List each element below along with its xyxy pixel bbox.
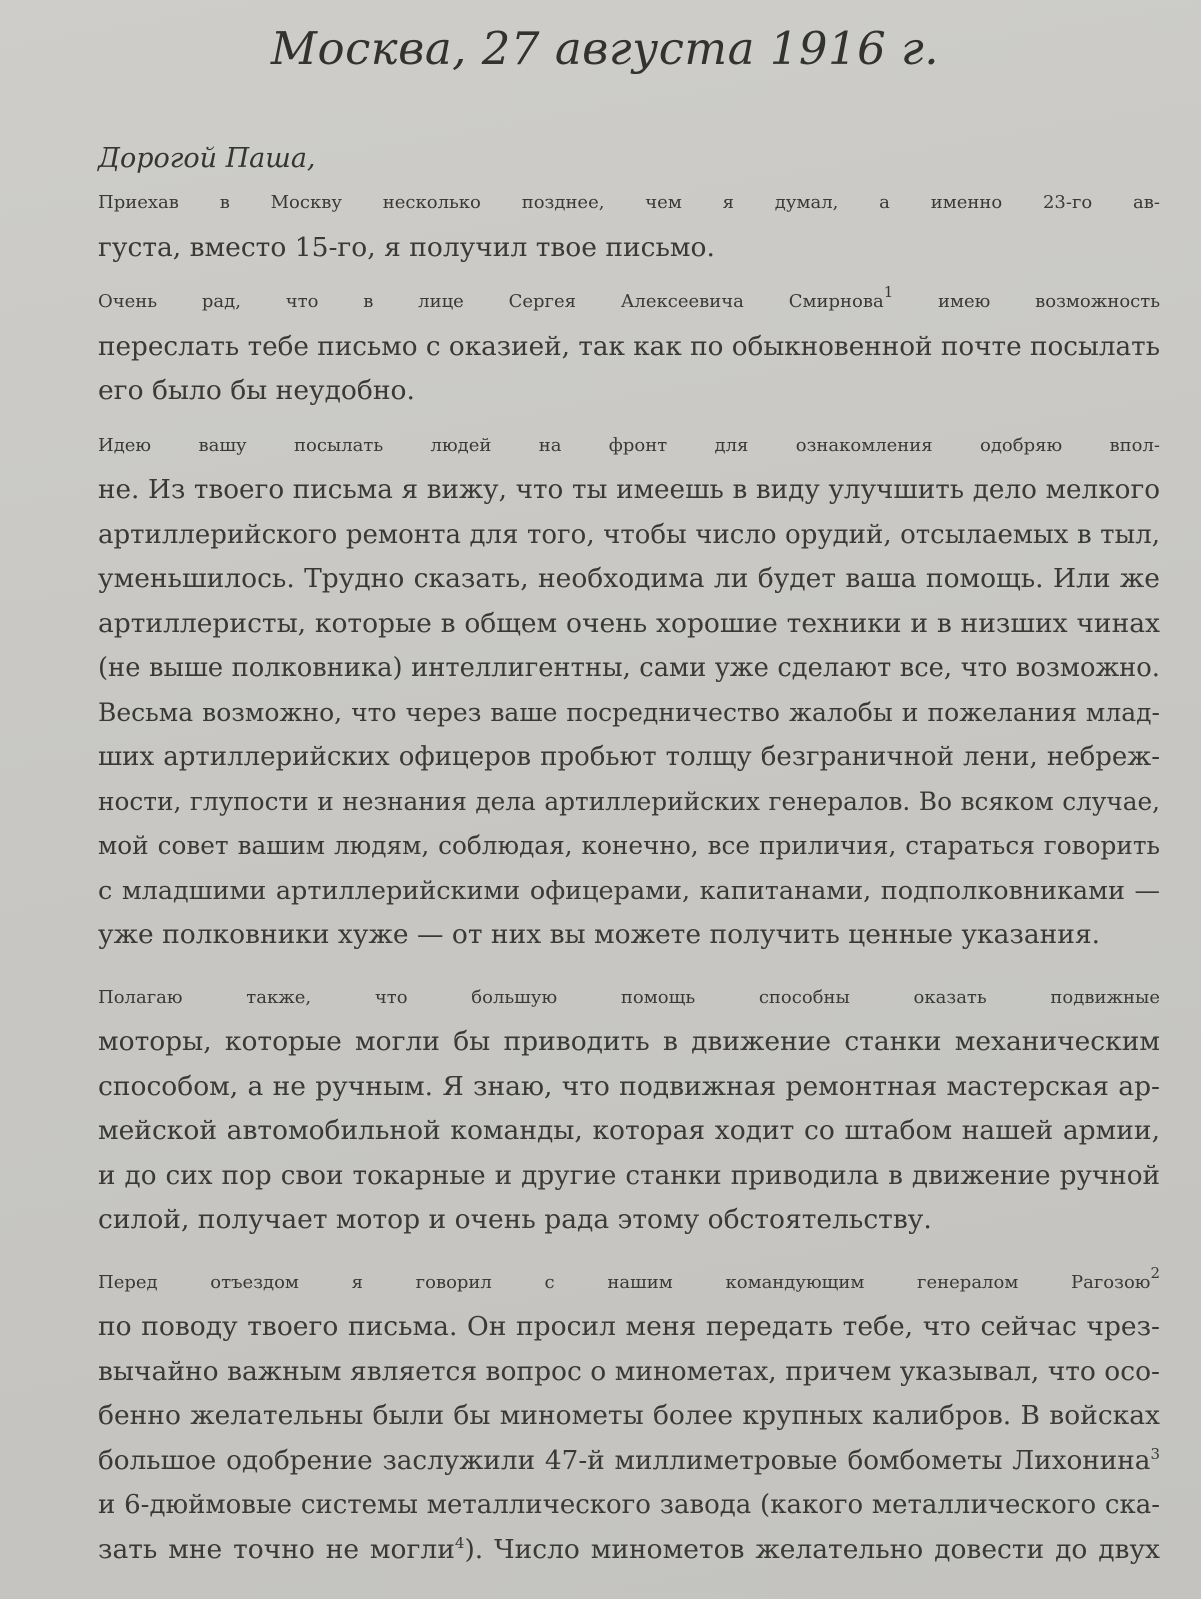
paragraph-line: Полагаю также, что большую помощь способны оказать подвижные bbox=[98, 986, 1160, 1008]
paragraph-line: Перед отъездом я говорил с нашим командующим генералом Рагозою$^2$ bbox=[98, 1263, 1160, 1293]
letter-heading: Москва, 27 августа 1916 г. bbox=[270, 22, 940, 75]
footnote-marker: 3 bbox=[1150, 1444, 1160, 1463]
paragraph-1 bbox=[60, 181, 1160, 270]
paragraph-line: (не выше полковника) интеллигентны, сами уже сделают все, что возможно. bbox=[98, 653, 1160, 683]
paragraph-line: зать мне точно не могли$^4$). Число минометов желательно довести до двух bbox=[98, 1533, 1160, 1565]
paragraph-line: густа, вместо 15-го, я получил твое письмо. bbox=[98, 231, 715, 263]
paragraph-line: и 6-дюймовые системы металлического завода (какого металлического ска- bbox=[98, 1490, 1160, 1520]
paragraph-line: мейской автомобильной команды, которая ходит со штабом нашей армии, bbox=[98, 1115, 1160, 1146]
paragraph-line: переслать тебе письмо с оказией, так как по обыкновенной почте посылать bbox=[98, 331, 1160, 362]
paragraph-line: моторы, которые могли бы приводить в движение станки механическим bbox=[98, 1026, 1160, 1057]
paragraph-line: не. Из твоего письма я вижу, что ты имеешь в виду улучшить дело мелкого bbox=[98, 475, 1160, 505]
paragraph-line: артиллерийского ремонта для того, чтобы число орудий, отсылаемых в тыл, bbox=[98, 519, 1160, 550]
paragraph-2 bbox=[60, 280, 1160, 414]
paragraph-3 bbox=[60, 424, 1160, 958]
paragraph-5 bbox=[60, 1261, 1160, 1573]
paragraph-line: большое одобрение заслужили 47-й миллиметровые бомбометы Лихонина$^3$ bbox=[98, 1444, 1160, 1476]
paragraph-line: уже полковники хуже — от них вы можете получить ценные указания. bbox=[98, 919, 1101, 950]
paragraph-line: уменьшилось. Трудно сказать, необходима ли будет ваша помощь. Или же bbox=[98, 563, 1160, 594]
paragraph-line: силой, получает мотор и очень рада этому обстоятельству. bbox=[98, 1204, 932, 1235]
paragraph-line: Идею вашу посылать людей на фронт для ознакомления одобряю впол- bbox=[98, 434, 1160, 456]
paragraph-line: по поводу твоего письма. Он просил меня передать тебе, что сейчас чрез- bbox=[98, 1311, 1160, 1342]
paragraph-4 bbox=[60, 976, 1160, 1243]
paragraph-line: вычайно важным является вопрос о минометах, причем указывал, что осо- bbox=[98, 1355, 1160, 1387]
paragraph-line: мой совет вашим людям, соблюдая, конечно, все приличия, стараться говорить bbox=[98, 831, 1160, 860]
paragraph-line: ности, глупости и незнания дела артиллерийских генералов. Во всяком случае, bbox=[98, 786, 1160, 816]
footnote-marker: 2 bbox=[1150, 1263, 1160, 1282]
paragraph-line: Очень рад, что в лице Сергея Алексеевича Смирнова$^1$ имею возможность bbox=[98, 283, 1160, 312]
paragraph-line: Весьма возможно, что через ваше посредничество жалобы и пожелания млад- bbox=[98, 697, 1160, 727]
paragraph-line: способом, а не ручным. Я знаю, что подвижная ремонтная мастерская ар- bbox=[98, 1070, 1160, 1102]
paragraph-line: артиллеристы, которые в общем очень хорошие техники и в низших чинах bbox=[98, 607, 1160, 639]
footnote-marker: 1 bbox=[883, 283, 894, 301]
salutation: Дорогой Паша, bbox=[98, 143, 316, 174]
book-page bbox=[60, 0, 1160, 1599]
paragraph-line: Приехав в Москву несколько позднее, чем я думал, а именно 23-го ав- bbox=[98, 192, 1160, 213]
paragraph-line: его было бы неудобно. bbox=[98, 375, 415, 406]
paragraph-line: с младшими артиллерийскими офицерами, капитанами, подполковниками — bbox=[98, 875, 1160, 906]
paragraph-line: ших артиллерийских офицеров пробьют толщу безграничной лени, небреж- bbox=[98, 742, 1160, 772]
paragraph-line: и до сих пор свои токарные и другие станки приводила в движение ручной bbox=[98, 1160, 1160, 1191]
paragraph-line: бенно желательны были бы минометы более крупных калибров. В войсках bbox=[98, 1400, 1160, 1431]
footnote-marker: 4 bbox=[454, 1533, 465, 1552]
